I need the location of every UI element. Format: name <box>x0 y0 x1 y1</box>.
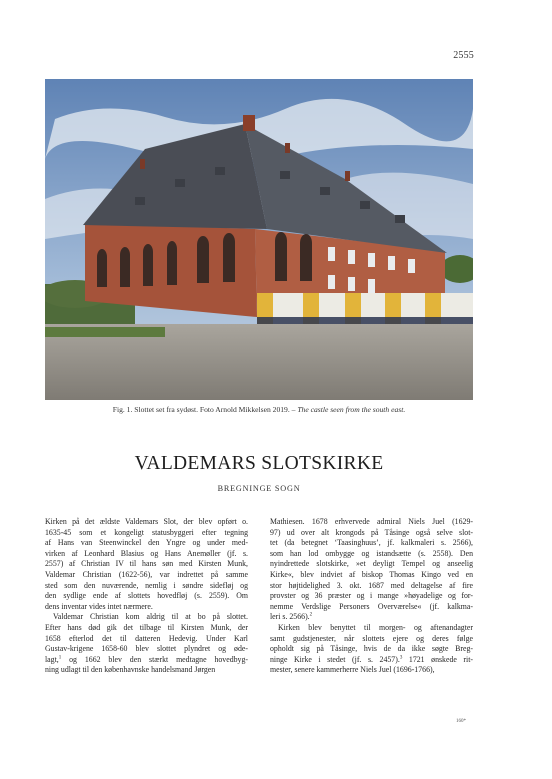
text-line: Mathiesen. 1678 erhvervede admiral Niels Juel (1629- <box>270 517 473 526</box>
text-line: ning udlagt til den københavnske handelsmand Jørgen <box>45 665 216 675</box>
text-line: af Hans van Steenwinckel den Yngre og under med- <box>45 538 248 548</box>
text-line: nemme Verdslige Personers Overværelse« (jf. kalkma- <box>270 601 473 611</box>
text-line: virken af Leonhard Blasius og Hans Anemøller (jf. s. <box>45 548 248 558</box>
text-line: som han lod ombygge og istandsætte (s. 2558). Den <box>270 548 473 558</box>
text-line: nyindrettede slotskirke, »et deyligt Tempel og anseelig <box>270 559 473 569</box>
text-line: 1635-45 som et kongeligt statusbyggeri efter tegning <box>45 527 248 537</box>
footnote-ref: 2 <box>309 612 313 618</box>
sheet-signature: 160* <box>456 719 466 724</box>
text-line: 2557) af Christian IV til hans søn med Kirsten Munk, <box>45 559 248 569</box>
text-line-with-note <box>270 612 473 623</box>
caption-english: The castle seen from the south east. <box>297 405 406 414</box>
body-column-right <box>270 517 473 676</box>
text-line: Kirken blev benyttet til morgen- og aftenandagter <box>278 622 473 632</box>
text-line: samt gudstjenester, når slottets ejere og deres følge <box>270 633 473 643</box>
text-line: mester, senere kammerherre Niels Juel (1696-1766), <box>270 665 435 675</box>
body-column-left <box>45 517 248 676</box>
text-fragment: 1721 ønskede rit- <box>408 654 473 664</box>
text-line: dens inventar vides intet nærmere. <box>45 601 153 611</box>
text-line: Efter hans død gik det tilbage til Kirsten Munk, der <box>45 622 248 632</box>
text-fragment: og 1662 blev den stærkt medtagne hovedbyg- <box>69 654 248 664</box>
castle-illustration <box>45 79 473 400</box>
page-number: 2555 <box>453 50 474 61</box>
text-line: opholdt sig på Tåsinge, hvis de da ikke søgte Breg- <box>270 644 473 654</box>
text-line: Kirke«, blev indviet af biskop Thomas Kingo ved en <box>270 569 473 579</box>
text-line: stor højtidelighed 3. okt. 1687 med deltagelse af fire <box>270 580 473 590</box>
text-line: den sydlige ende af slottets hovedfløj (s. 2559). Om <box>45 591 248 601</box>
text-line: 1658 efterlod det til datteren Hedevig. Under Karl <box>45 633 248 643</box>
chapter-title: VALDEMARS SLOTSKIRKE <box>134 453 384 474</box>
text-line-with-note <box>270 655 473 666</box>
castle-photo <box>45 79 473 400</box>
text-line: provster og 36 præster og i mange »høyadelige og for- <box>270 591 473 601</box>
footnote-ref: 1 <box>58 655 62 661</box>
text-line: Valdemar Christian (1622-56), var indrettet på samme <box>45 569 248 579</box>
text-line: 97) ud over alt krongods på Tåsinge også selve slot- <box>270 527 473 537</box>
text-fragment: ninge Kirke i stedet (jf. s. 2457). <box>270 654 400 664</box>
text-line: sted som den nuværende, nemlig i søndre sidefløj og <box>45 580 248 590</box>
text-fragment: lagt, <box>45 654 59 664</box>
text-line: Valdemar Christian kom aldrig til at bo på slottet. <box>53 612 248 622</box>
text-line-with-note <box>45 655 248 666</box>
figure-caption <box>45 405 473 414</box>
text-line: Gustav-krigene 1658-60 blev slottet plyndret og øde- <box>45 644 248 654</box>
caption-danish: Fig. 1. Slottet set fra sydøst. Foto Arnold Mikkelsen 2019. – <box>112 405 298 414</box>
text-line: Kirken på det ældste Valdemars Slot, der blev opført o. <box>45 517 248 526</box>
text-fragment: leri s. 2566). <box>270 612 310 622</box>
footnote-ref: 3 <box>399 655 403 661</box>
text-line: tet (da betegnet ‘Taasinghuus’, jf. kalkmaleri s. 2566), <box>270 538 473 548</box>
chapter-subtitle: BREGNINGE SOGN <box>217 484 301 493</box>
